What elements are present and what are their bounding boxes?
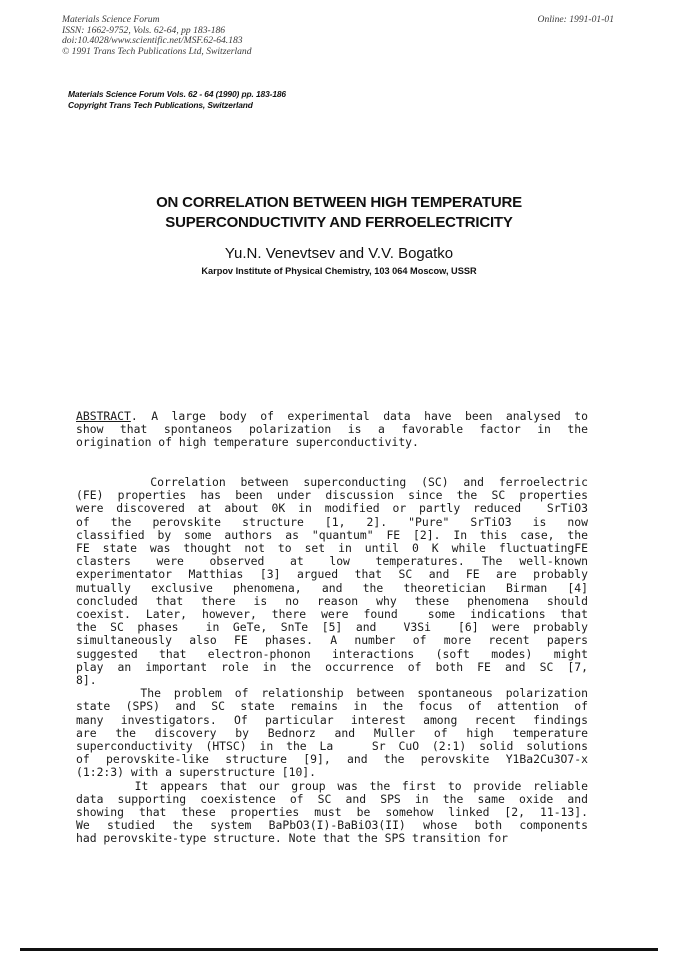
body-line: classified by some authors as "quantum" FE [2]. In this case, the xyxy=(76,528,588,542)
body-line: suggested that electron-phonon interactions (soft modes) might xyxy=(76,647,588,661)
body-line: mutually exclusive phenomena, and the theoretician Birman [4] xyxy=(76,581,588,595)
body-text xyxy=(76,476,588,846)
abstract-line: show that spontaneos polarization is a favorable factor in the xyxy=(76,423,588,437)
abstract xyxy=(76,410,588,450)
online-date: Online: 1991-01-01 xyxy=(537,14,614,25)
body-line: (1:2:3) with a superstructure [10]. xyxy=(76,766,317,780)
body-line: the SC phases in GeTe, SnTe [5] and V3Si [6] were probably xyxy=(76,621,588,635)
affiliation: Karpov Institute of Physical Chemistry, 103 064 Moscow, USSR xyxy=(201,266,477,276)
body-line: 8]. xyxy=(76,674,97,688)
body-line: play an important role in the occurrence of both FE and SC [7, xyxy=(76,660,588,674)
authors: Yu.N. Venevtsev and V.V. Bogatko xyxy=(224,245,454,262)
body-line: experimentator Matthias [3] argued that SC and FE are probably xyxy=(76,568,588,582)
abstract-label: ABSTRACT xyxy=(76,410,131,423)
body-line: data supporting coexistence of SC and SPS in the same oxide and xyxy=(76,792,588,806)
meta-journal: Materials Science Forum xyxy=(62,14,160,25)
body-line: were discovered at about 0K in modified or partly reduced SrTiO3 xyxy=(76,502,588,516)
body-line: showing that these properties must be somehow linked [2, 11-13]. xyxy=(76,806,588,820)
body-line: had perovskite-type structure. Note that the SPS transition for xyxy=(76,832,509,846)
body-line: simultaneously also FE phases. A number of more recent papers xyxy=(76,634,588,648)
body-line: concluded that there is no reason why these phenomena should xyxy=(76,594,588,608)
meta-copyright: © 1991 Trans Tech Publications Ltd, Switzerland xyxy=(62,45,252,57)
body-line: clasters were observed at low temperatures. The well-known xyxy=(76,555,588,569)
body-line: Correlation between superconducting (SC) and ferroelectric xyxy=(76,476,588,489)
journal-citation-line: Materials Science Forum Vols. 62 - 64 (1990) pp. 183-186 xyxy=(68,89,286,99)
body-line: We studied the system BaPbO3(I)-BaBiO3(II) whose both components xyxy=(76,819,588,833)
abstract-line xyxy=(76,410,588,423)
journal-copyright-line: Copyright Trans Tech Publications, Switzerland xyxy=(68,100,253,110)
body-line: It appears that our group was the first to provide reliable xyxy=(76,779,588,793)
body-line: coexist. Later, however, there were found some indications that xyxy=(76,608,588,622)
abstract-line: origination of high temperature superconductivity. xyxy=(76,436,419,450)
publication-metadata xyxy=(62,15,252,57)
abstract-line-text: . A large body of experimental data have been analysed to xyxy=(130,410,588,423)
body-line: of the perovskite structure [1, 2]. "Pure" SrTiO3 is now xyxy=(76,515,588,529)
body-line: are the discovery by Bednorz and Muller of high temperature xyxy=(76,726,588,740)
footer-rule xyxy=(20,948,658,951)
journal-citation xyxy=(68,89,286,111)
meta-issn: ISSN: 1662-9752, Vols. 62-64, pp 183-186 xyxy=(62,24,226,36)
body-line: FE state was thought not to set in until 0 K while fluctuatingFE xyxy=(76,542,588,556)
meta-doi: doi:10.4028/www.scientific.net/MSF.62-64.183 xyxy=(62,35,243,47)
paper-title-line: ON CORRELATION BETWEEN HIGH TEMPERATURE xyxy=(156,194,522,211)
body-line: superconductivity (HTSC) in the La Sr CuO (2:1) solid solutions xyxy=(76,740,588,754)
body-line: many investigators. Of particular interest among recent findings xyxy=(76,713,588,727)
body-line: (FE) properties has been under discussion since the SC properties xyxy=(76,489,588,503)
body-line: The problem of relationship between spontaneous polarization xyxy=(76,687,588,701)
body-line: of perovskite-like structure [9], and the perovskite Y1Ba2Cu3O7-x xyxy=(76,753,588,767)
body-line: state (SPS) and SC state remains in the focus of attention of xyxy=(76,700,588,714)
paper-title xyxy=(0,193,678,233)
paper-title-line: SUPERCONDUCTIVITY AND FERROELECTRICITY xyxy=(165,214,513,231)
